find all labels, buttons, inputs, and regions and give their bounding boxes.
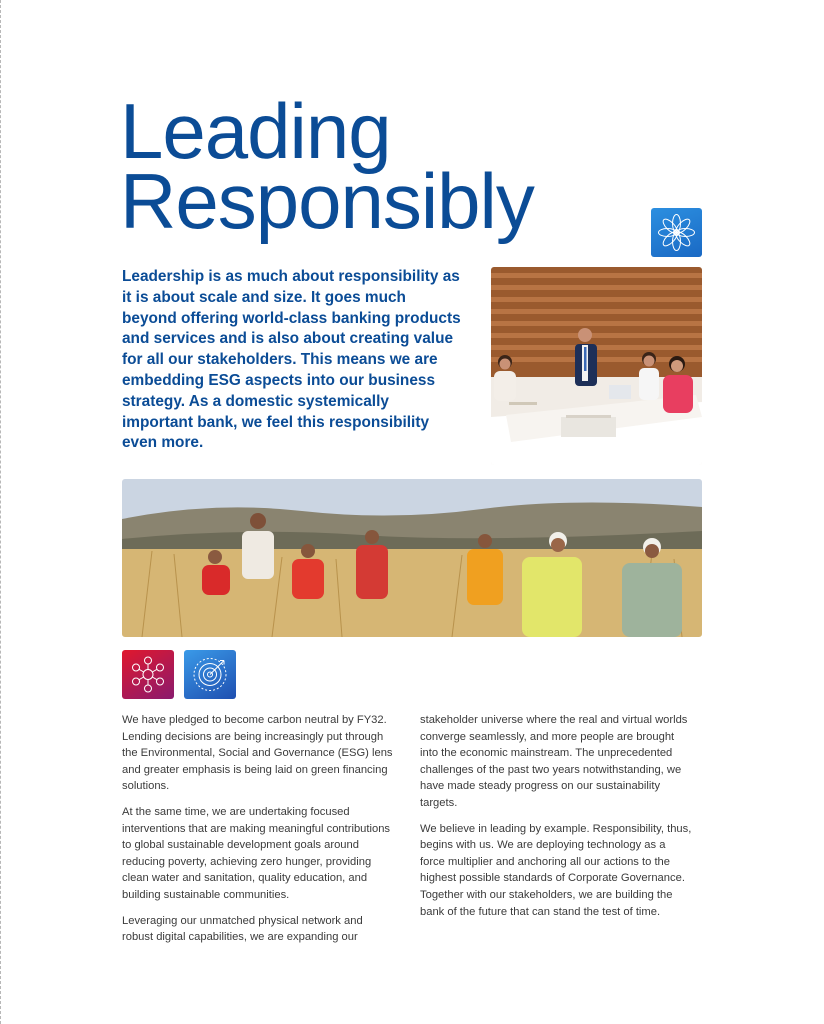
body-column-left (122, 712, 394, 955)
title-line-2: Responsibly (120, 157, 534, 245)
page-title (120, 87, 534, 245)
target-icon (184, 650, 236, 699)
flower-emblem-icon (651, 208, 702, 257)
body-paragraph: We believe in leading by example. Responsibility, thus, begins with us. We are deploying technology as a force multiplier and anchoring all our actions to the highest possible standards of Corporate Governance. Together with our stakeholders, we are building the bank of the future that can stand the test of time. (420, 822, 692, 918)
page-edge-divider (0, 0, 1, 1024)
body-paragraph: We have pledged to become carbon neutral by FY32. Lending decisions are being increasingly put through the Environmental, Social and Governance (ESG) lens and greater emphasis is being laid on green financing solutions. (122, 714, 393, 793)
body-column-right (420, 712, 692, 929)
farmers-in-field-photo (122, 479, 702, 637)
body-paragraph: stakeholder universe where the real and virtual worlds converge seamlessly, and more people are brought into the economic mainstream. The unprecedented challenges of the past two years notwithstanding, we have made steady progress on our sustainability targets. (420, 714, 688, 809)
office-team-photo (491, 267, 702, 465)
body-paragraph: Leveraging our unmatched physical network and robust digital capabilities, we are expanding our (122, 914, 363, 944)
network-icon (122, 650, 174, 699)
title-line-1: Leading (120, 87, 391, 175)
intro-statement: Leadership is as much about responsibility as it is about scale and size. It goes much beyond offering world-class banking products and services and is also about creating value for all our stakeholders. This means we are embedding ESG aspects into our business strategy. As a domestic systemically important bank, we feel this responsibility even more. (122, 268, 461, 452)
body-paragraph: At the same time, we are undertaking focused interventions that are making meaningful contributions to global sustainable development goals around reducing poverty, achieving zero hunger, providing clean water and sanitation, quality education, and building sustainable communities. (122, 805, 391, 901)
